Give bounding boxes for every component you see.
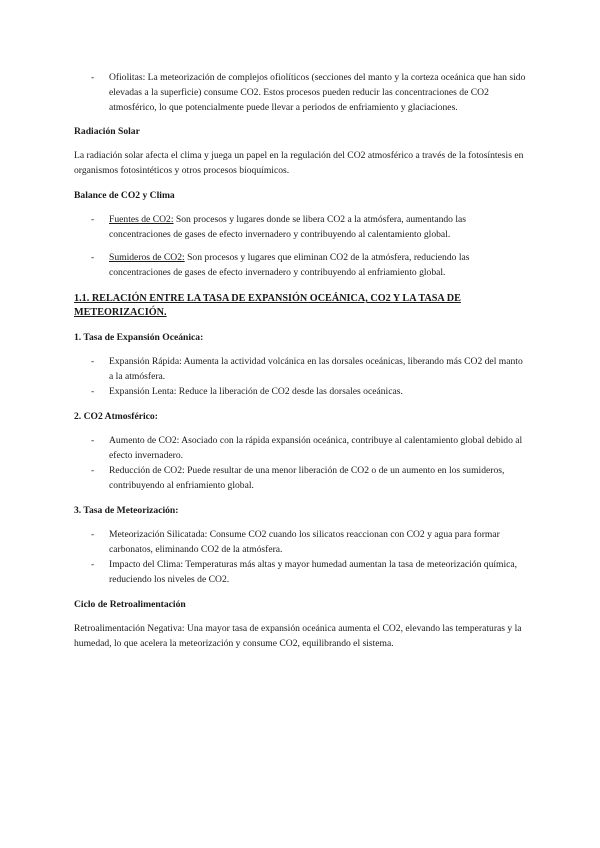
tasa-meteorizacion-heading: 3. Tasa de Meteorización:: [74, 505, 179, 516]
list-item-text: Son procesos y lugares que eliminan CO2 de la atmósfera, reduciendo las concentraciones de gases de efecto invernadero y contribuyendo al enfriamiento global.: [109, 252, 470, 278]
radiacion-paragraph: La radiación solar afecta el clima y juega un papel en la regulación del CO2 atmosférico a través de la fotosíntesis en organismos fotosintéticos y otros procesos bioquímicos.: [74, 150, 524, 176]
co2-atmosferico-heading: 2. CO2 Atmosférico:: [74, 411, 158, 422]
term-sumideros: Sumideros de CO2:: [109, 252, 185, 263]
bullet-dash: -: [91, 435, 95, 446]
list-item-text: Impacto del Clima: Temperaturas más altas y mayor humedad aumentan la tasa de meteorización química, reduciendo los niveles de CO2.: [109, 559, 518, 585]
bullet-dash: -: [91, 559, 95, 570]
bullet-dash: -: [91, 252, 95, 263]
list-item-text: Expansión Lenta: Reduce la liberación de CO2 desde las dorsales oceánicas.: [109, 386, 403, 397]
list-item: [74, 384, 528, 399]
list-item: [74, 250, 528, 280]
list-item: [74, 527, 528, 557]
radiacion-heading: Radiación Solar: [74, 126, 140, 137]
co2-atmosferico-list: [74, 433, 528, 493]
list-item-text: Meteorización Silicatada: Consume CO2 cuando los silicatos reaccionan con CO2 y agua para formar carbonatos, eliminando CO2 de la atmósfera.: [109, 529, 500, 555]
tasa-meteorizacion-list: [74, 527, 528, 587]
intro-list: [74, 70, 528, 115]
bullet-dash: -: [91, 356, 95, 367]
tasa-expansion-list: [74, 354, 528, 399]
list-item-text: Son procesos y lugares donde se libera CO2 a la atmósfera, aumentando las concentraciones de gases de efecto invernadero y contribuyendo al calentamiento global.: [109, 214, 467, 240]
list-item: [74, 212, 528, 242]
bullet-dash: -: [91, 72, 95, 83]
bullet-dash: -: [91, 529, 95, 540]
list-item: [74, 70, 528, 115]
section-title: 1.1. RELACIÓN ENTRE LA TASA DE EXPANSIÓN OCEÁNICA, CO2 Y LA TASA DE METEORIZACIÓN.: [74, 293, 461, 318]
list-item-text: Ofiolitas: La meteorización de complejos ofiolíticos (secciones del manto y la corteza oceánica que han sido elevadas a la superficie) consume CO2. Estos procesos pueden reducir las concentraciones de CO2 atmosférico, lo que potencialmente puede llevar a periodos de enfriamiento y glaciaciones.: [109, 72, 526, 113]
ciclo-heading: Ciclo de Retroalimentación: [74, 599, 186, 610]
balance-heading: Balance de CO2 y Clima: [74, 190, 175, 201]
list-item-text: Aumento de CO2: Asociado con la rápida expansión oceánica, contribuye al calentamiento global debido al efecto invernadero.: [109, 435, 523, 461]
list-item-text: Expansión Rápida: Aumenta la actividad volcánica en las dorsales oceánicas, liberando más CO2 del manto a la atmósfera.: [109, 356, 523, 382]
document-content: [74, 70, 528, 651]
list-item: [74, 354, 528, 384]
bullet-dash: -: [91, 465, 95, 476]
list-item: [74, 433, 528, 463]
list-item: [74, 557, 528, 587]
list-item-text: Reducción de CO2: Puede resultar de una menor liberación de CO2 o de un aumento en los sumideros, contribuyendo al enfriamiento global.: [109, 465, 505, 491]
ciclo-paragraph: Retroalimentación Negativa: Una mayor tasa de expansión oceánica aumenta el CO2, elevando las temperaturas y la humedad, lo que acelera la meteorización y consume CO2, equilibrando el sistema.: [74, 623, 522, 649]
balance-list: [74, 212, 528, 280]
bullet-dash: -: [91, 386, 95, 397]
term-fuentes: Fuentes de CO2:: [109, 214, 174, 225]
tasa-expansion-heading: 1. Tasa de Expansión Oceánica:: [74, 332, 204, 343]
list-item: [74, 463, 528, 493]
bullet-dash: -: [91, 214, 95, 225]
